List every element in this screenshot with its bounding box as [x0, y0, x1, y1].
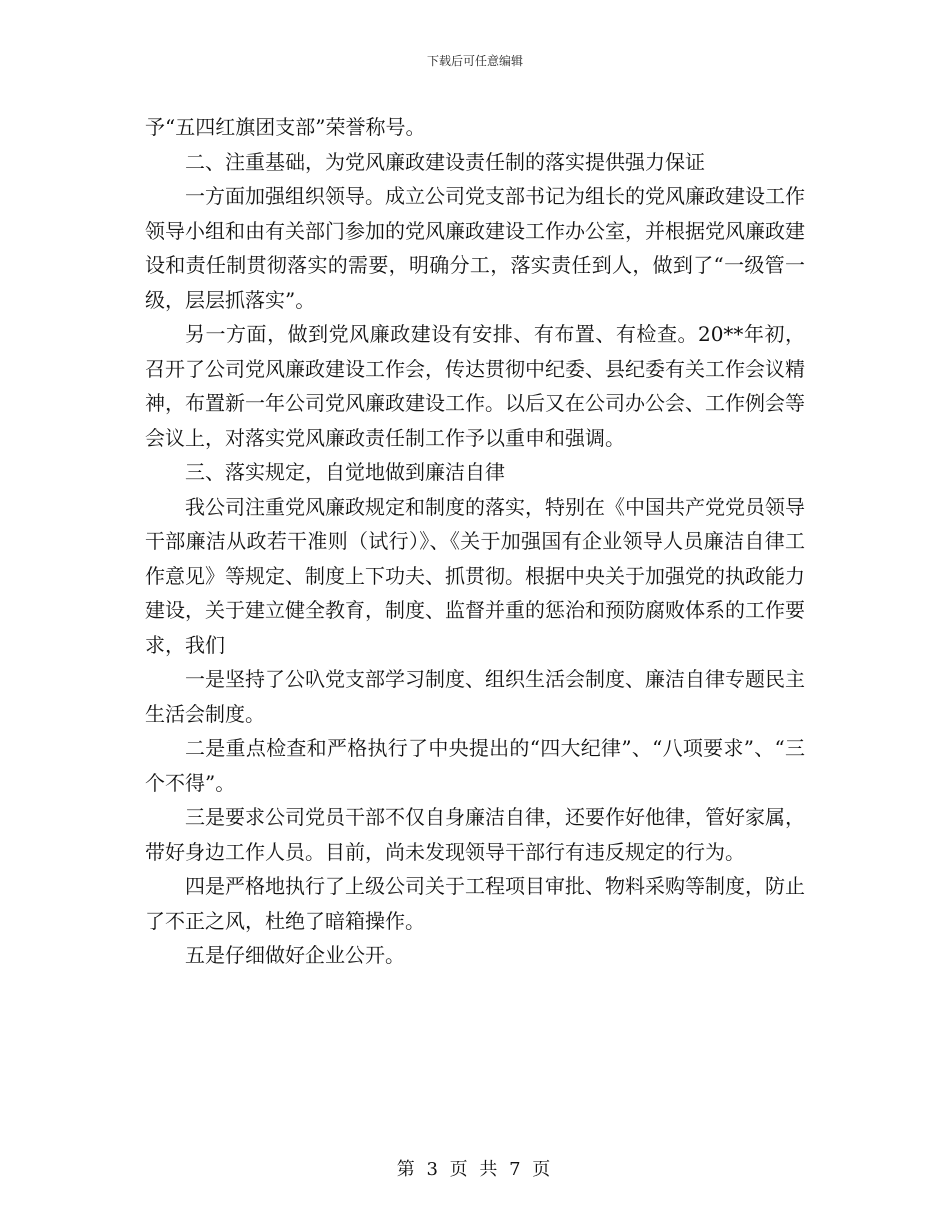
- page-number-footer: 第 3 页 共 7 页: [396, 1159, 554, 1180]
- paragraph-continuation: 予“五四红旗团支部”荣誉称号。: [145, 115, 426, 139]
- paragraph: 我公司注重党风廉政规定和制度的落实，特别在《中国共产党党员领导干部廉洁从政若干准则（试行）》、《关于加强国有企业领导人员廉洁自律工作意见》等规定、制度上下功夫、抓贯彻。根据中央关于加强党的执政能力建设，关于建立健全教育，制度、监督并重的惩治和预防腐败体系的工作要求，我们: [145, 494, 805, 657]
- list-item: 一是坚持了公叺党支部学习制度、组织生活会制度、廉洁自律专题民主生活会制度。: [145, 667, 805, 726]
- paragraph: 另一方面，做到党风廉政建设有安排、有布置、有检查。20**年初，召开了公司党风廉政建设工作会，传达贯彻中纪委、县纪委有关工作会议精神，布置新一年公司党风廉政建设工作。以后又在公司办公会、工作例会等会议上，对落实党风廉政责任制工作予以重申和强调。: [145, 322, 805, 450]
- section-heading-3: 三、落实规定，自觉地做到廉洁自律: [185, 460, 505, 484]
- section-heading-2: 二、注重基础，为党风廉政建设责任制的落实提供强力保证: [185, 149, 705, 174]
- document-body: [145, 110, 805, 973]
- list-item: 四是严格地执行了上级公司关于工程项目审批、物料采购等制度，防止了不正之风，杜绝了暗箱操作。: [145, 874, 805, 933]
- list-item: 五是仔细做好企业公开。: [185, 943, 405, 967]
- list-item: 二是重点检查和严格执行了中央提出的“四大纪律”、“八项要求”、“三个不得”。: [145, 736, 805, 795]
- paragraph: 一方面加强组织领导。成立公司党支部书记为组长的党风廉政建设工作领导小组和由有关部门参加的党风廉政建设工作办公室，并根据党风廉政建设和责任制贯彻落实的需要，明确分工，落实责任到人，做到了“一级管一级，层层抓落实”。: [145, 184, 805, 312]
- page-header-note: 下载后可任意编辑: [426, 54, 523, 68]
- list-item: 三是要求公司党员干部不仅自身廉洁自律，还要作好他律，管好家属，带好身边工作人员。目前，尚未发现领导干部行有违反规定的行为。: [145, 805, 805, 864]
